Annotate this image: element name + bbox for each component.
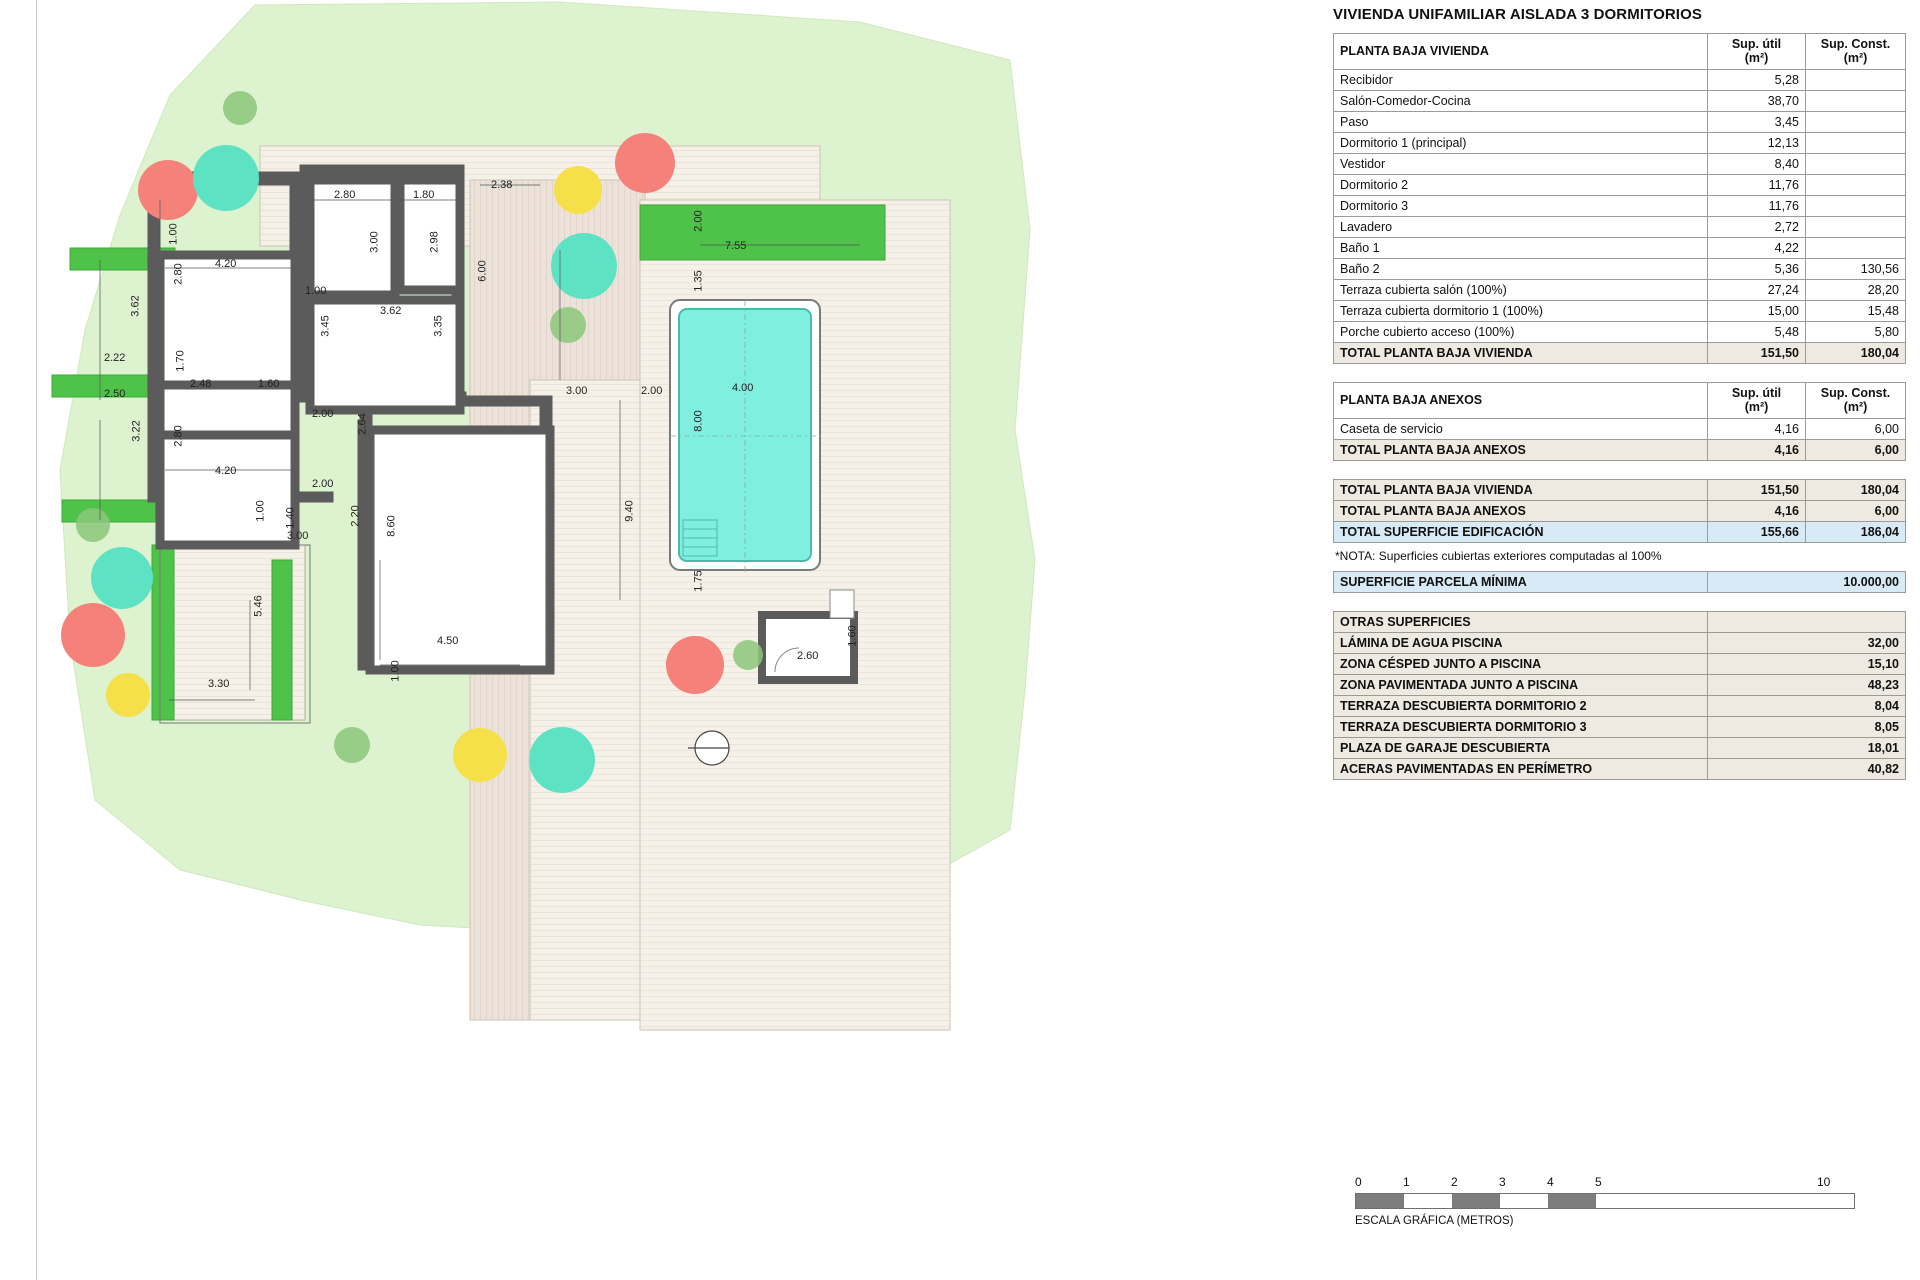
dim-3-00-c: 3.00 [566, 385, 588, 397]
dim-2-20: 2.20 [349, 505, 362, 527]
dim-6-00: 6.00 [476, 260, 489, 282]
row-value: 8,04 [1708, 695, 1906, 716]
row-label: Caseta de servicio [1334, 418, 1708, 439]
garage-grass-2 [272, 560, 292, 720]
dim-4-20-a: 4.20 [215, 258, 237, 270]
table-highlight-row [1334, 521, 1906, 542]
dim-1-70: 1.70 [174, 350, 187, 372]
dim-1-80: 1.80 [413, 189, 435, 201]
row-value: 18,01 [1708, 737, 1906, 758]
otras-header-blank [1708, 611, 1906, 632]
table-row [1334, 195, 1906, 216]
table-row [1334, 695, 1906, 716]
total-util: 151,50 [1708, 342, 1806, 363]
th-main: PLANTA BAJA ANEXOS [1334, 382, 1708, 418]
row-const: 6,00 [1806, 418, 1906, 439]
highlight-const: 186,04 [1806, 521, 1906, 542]
row-label: TERRAZA DESCUBIERTA DORMITORIO 2 [1334, 695, 1708, 716]
row-util: 8,40 [1708, 153, 1806, 174]
scale-bar [1355, 1193, 1855, 1209]
dim-2-48: 2.48 [190, 378, 212, 390]
table-row [1334, 716, 1906, 737]
table-row [1334, 174, 1906, 195]
table-row [1334, 500, 1906, 521]
dim-2-98: 2.98 [428, 231, 441, 253]
dim-2-00-c: 2.00 [641, 385, 663, 397]
scale-seg [1500, 1194, 1548, 1208]
table-row [1334, 737, 1906, 758]
dim-3-62-a: 3.62 [129, 295, 142, 317]
scale-tick-4: 4 [1547, 1175, 1554, 1189]
table-parcela-minima [1333, 571, 1906, 593]
scale-tick-1: 1 [1403, 1175, 1410, 1189]
th-util-text: Sup. útil [1731, 385, 1782, 400]
graphic-scale [1355, 1175, 1855, 1227]
row-label: Terraza cubierta dormitorio 1 (100%) [1334, 300, 1708, 321]
dim-1-00-b: 1.00 [305, 285, 327, 297]
row-util: 5,28 [1708, 69, 1806, 90]
dim-4-20-b: 4.20 [215, 465, 237, 477]
dim-1-75: 1.75 [692, 570, 705, 592]
dim-2-00-b: 2.00 [312, 478, 334, 490]
garage-grass-1 [152, 545, 174, 720]
scale-seg [1452, 1194, 1500, 1208]
row-const [1806, 90, 1906, 111]
otras-header: OTRAS SUPERFICIES [1334, 611, 1708, 632]
row-label: Lavadero [1334, 216, 1708, 237]
dim-1-40: 1.40 [284, 507, 297, 529]
row-const [1806, 111, 1906, 132]
row-label: Recibidor [1334, 69, 1708, 90]
row-label: ACERAS PAVIMENTADAS EN PERÍMETRO [1334, 758, 1708, 779]
dim-5-46: 5.46 [252, 595, 265, 617]
th-const-text: Sup. Const. [1820, 385, 1891, 400]
row-util: 5,36 [1708, 258, 1806, 279]
row-util: 12,13 [1708, 132, 1806, 153]
row-label: TOTAL PLANTA BAJA VIVIENDA [1334, 479, 1708, 500]
table-row [1334, 258, 1906, 279]
row-util: 3,45 [1708, 111, 1806, 132]
row-const: 180,04 [1806, 479, 1906, 500]
table-row [1334, 216, 1906, 237]
row-const [1806, 69, 1906, 90]
parcela-value: 10.000,00 [1708, 571, 1906, 592]
dim-2-00-d: 2.00 [692, 210, 705, 232]
dim-8-00: 8.00 [692, 410, 705, 432]
row-const: 6,00 [1806, 500, 1906, 521]
th-util-unit: (m²) [1744, 400, 1769, 415]
highlight-util: 155,66 [1708, 521, 1806, 542]
scale-tick-0: 0 [1355, 1175, 1362, 1189]
row-label: PLAZA DE GARAJE DESCUBIERTA [1334, 737, 1708, 758]
dim-1-00-a: 1.00 [167, 223, 180, 245]
th-util-text: Sup. útil [1731, 37, 1782, 51]
total-const: 6,00 [1806, 439, 1906, 460]
row-label: Baño 2 [1334, 258, 1708, 279]
row-label: TERRAZA DESCUBIERTA DORMITORIO 3 [1334, 716, 1708, 737]
th-const-unit: (m²) [1843, 51, 1868, 66]
table-row [1334, 111, 1906, 132]
dim-2-80-a: 2.80 [334, 189, 356, 201]
row-const [1806, 132, 1906, 153]
table-planta-baja-vivienda [1333, 33, 1906, 364]
scale-tick-5: 5 [1595, 1175, 1602, 1189]
scale-tick-3: 3 [1499, 1175, 1506, 1189]
table-row [1334, 418, 1906, 439]
table-totales [1333, 479, 1906, 543]
dim-3-30: 3.30 [208, 678, 230, 690]
dim-2-00-a: 2.00 [312, 408, 334, 420]
row-util: 15,00 [1708, 300, 1806, 321]
th-main: PLANTA BAJA VIVIENDA [1334, 34, 1708, 70]
dim-7-55: 7.55 [725, 240, 747, 252]
dim-2-80-b: 2.80 [172, 263, 185, 285]
parcela-label: SUPERFICIE PARCELA MÍNIMA [1334, 571, 1708, 592]
dim-2-22: 2.22 [104, 352, 126, 364]
row-label: Dormitorio 1 (principal) [1334, 132, 1708, 153]
shed-annex [830, 590, 854, 618]
th-util-unit: (m²) [1744, 51, 1769, 66]
scale-ticks [1355, 1175, 1855, 1193]
dim-8-60: 8.60 [385, 515, 398, 537]
dim-2-38: 2.38 [491, 179, 513, 191]
row-label: LÁMINA DE AGUA PISCINA [1334, 632, 1708, 653]
table-total-row [1334, 439, 1906, 460]
dim-1-60-b: 1.60 [846, 625, 859, 647]
row-util: 4,16 [1708, 418, 1806, 439]
row-util: 5,48 [1708, 321, 1806, 342]
surface-note: *NOTA: Superficies cubiertas exteriores computadas al 100% [1335, 548, 1662, 563]
row-label: Dormitorio 3 [1334, 195, 1708, 216]
total-util: 4,16 [1708, 439, 1806, 460]
scale-seg [1548, 1194, 1596, 1208]
row-const [1806, 195, 1906, 216]
scale-seg [1596, 1194, 1854, 1208]
dim-2-60: 2.60 [797, 650, 819, 662]
table-row [1334, 279, 1906, 300]
table-row [1334, 653, 1906, 674]
scale-seg [1356, 1194, 1404, 1208]
dim-3-35: 3.35 [432, 315, 445, 337]
scale-tick-2: 2 [1451, 1175, 1458, 1189]
row-label: TOTAL PLANTA BAJA ANEXOS [1334, 500, 1708, 521]
dim-4-50: 4.50 [437, 635, 459, 647]
row-label: Baño 1 [1334, 237, 1708, 258]
scale-tick-6: 10 [1817, 1175, 1831, 1189]
row-const [1806, 174, 1906, 195]
dim-2-64: 2.64 [356, 413, 369, 435]
row-util: 11,76 [1708, 174, 1806, 195]
table-row [1334, 571, 1906, 592]
row-value: 48,23 [1708, 674, 1906, 695]
dim-1-60-a: 1.60 [258, 378, 280, 390]
scale-label: ESCALA GRÁFICA (METROS) [1355, 1215, 1514, 1227]
th-const-text: Sup. Const. [1820, 37, 1891, 51]
row-value: 8,05 [1708, 716, 1906, 737]
row-util: 2,72 [1708, 216, 1806, 237]
table-total-row [1334, 342, 1906, 363]
row-util: 151,50 [1708, 479, 1806, 500]
table-row [1334, 69, 1906, 90]
table-header-row [1334, 611, 1906, 632]
dim-2-50: 2.50 [104, 388, 126, 400]
table-row [1334, 153, 1906, 174]
dim-3-00: 3.00 [368, 231, 381, 253]
dim-9-40: 9.40 [623, 500, 636, 522]
row-util: 38,70 [1708, 90, 1806, 111]
th-util [1708, 382, 1806, 418]
dim-3-22: 3.22 [130, 420, 143, 442]
panel-title: VIVIENDA UNIFAMILIAR AISLADA 3 DORMITORIOS [1333, 6, 1702, 23]
row-label: Paso [1334, 111, 1708, 132]
row-value: 15,10 [1708, 653, 1906, 674]
service-shed [762, 615, 854, 680]
table-row [1334, 90, 1906, 111]
row-label: Porche cubierto acceso (100%) [1334, 321, 1708, 342]
dim-1-00-c: 1.00 [254, 500, 267, 522]
th-util [1708, 34, 1806, 70]
grass-pool [640, 205, 885, 260]
th-const [1806, 34, 1906, 70]
table-header-row [1334, 382, 1906, 418]
dim-2-80-c: 2.80 [172, 425, 185, 447]
table-row [1334, 674, 1906, 695]
row-label: Terraza cubierta salón (100%) [1334, 279, 1708, 300]
row-value: 40,82 [1708, 758, 1906, 779]
row-util: 4,16 [1708, 500, 1806, 521]
row-const: 28,20 [1806, 279, 1906, 300]
row-label: Salón-Comedor-Cocina [1334, 90, 1708, 111]
table-row [1334, 321, 1906, 342]
row-label: Dormitorio 2 [1334, 174, 1708, 195]
table-header-row [1334, 34, 1906, 70]
total-label: TOTAL PLANTA BAJA ANEXOS [1334, 439, 1708, 460]
surface-schedule-panel [1325, 0, 1920, 1280]
row-util: 11,76 [1708, 195, 1806, 216]
table-row [1334, 632, 1906, 653]
row-const [1806, 237, 1906, 258]
total-const: 180,04 [1806, 342, 1906, 363]
dim-1-35: 1.35 [692, 270, 705, 292]
row-util: 4,22 [1708, 237, 1806, 258]
scale-seg [1404, 1194, 1452, 1208]
row-const [1806, 153, 1906, 174]
row-const [1806, 216, 1906, 237]
dim-1-00-d: 1.00 [389, 660, 402, 682]
swimming-pool [670, 300, 822, 572]
total-label: TOTAL PLANTA BAJA VIVIENDA [1334, 342, 1708, 363]
table-row [1334, 132, 1906, 153]
row-const: 130,56 [1806, 258, 1906, 279]
row-label: ZONA PAVIMENTADA JUNTO A PISCINA [1334, 674, 1708, 695]
row-value: 32,00 [1708, 632, 1906, 653]
sheet-margin-line [36, 0, 37, 1280]
row-const: 15,48 [1806, 300, 1906, 321]
table-row [1334, 300, 1906, 321]
table-otras-superficies [1333, 611, 1906, 780]
dim-3-45: 3.45 [319, 315, 332, 337]
table-row [1334, 479, 1906, 500]
dim-3-62-b: 3.62 [380, 305, 402, 317]
row-label: ZONA CÉSPED JUNTO A PISCINA [1334, 653, 1708, 674]
highlight-label: TOTAL SUPERFICIE EDIFICACIÓN [1334, 521, 1708, 542]
dim-4-00: 4.00 [732, 382, 754, 394]
table-row [1334, 237, 1906, 258]
row-util: 27,24 [1708, 279, 1806, 300]
row-const: 5,80 [1806, 321, 1906, 342]
row-label: Vestidor [1334, 153, 1708, 174]
dim-3-00-b: 3.00 [287, 530, 309, 542]
th-const [1806, 382, 1906, 418]
th-const-unit: (m²) [1843, 400, 1868, 415]
table-row [1334, 758, 1906, 779]
table-planta-baja-anexos [1333, 382, 1906, 461]
